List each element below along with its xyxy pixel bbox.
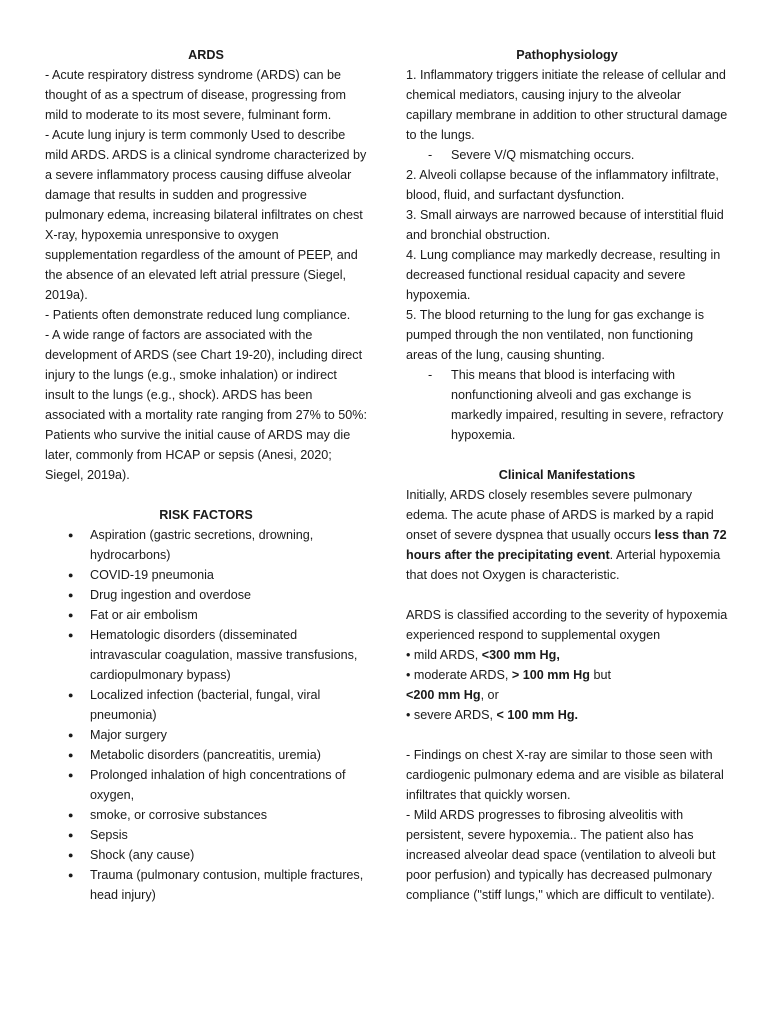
findings-paragraph-1: - Findings on chest X-ray are similar to those seen with cardiogenic pulmonary edema and are visible as bilateral infiltrates that quickly worsen. xyxy=(406,748,724,802)
moderate-connector: but xyxy=(589,668,611,682)
risk-factors-list xyxy=(45,525,367,905)
spacer xyxy=(406,445,728,465)
list-item: ● smoke, or corrosive substances xyxy=(45,805,367,825)
ards-paragraph-4: - A wide range of factors are associated with the development of ARDS (see Chart 19-20), including direct injury to the lungs (e.g., smoke inhalation) or indirect insult to the lungs (e.g., shock). ARDS has been associated with a mortality rate ranging from 27% to 50%: Patients who survive the initial cause of ARDS may die later, commonly from HCAP or sepsis (Anesi, 2020; Siegel, 2019a). xyxy=(45,328,367,482)
patho-step-3: 3. Small airways are narrowed because of interstitial fluid and bronchial obstruction. xyxy=(406,208,724,242)
classification-severe xyxy=(406,705,728,725)
moderate-label: • moderate ARDS, xyxy=(406,668,512,682)
clinical-intro-text: Initially, ARDS closely resembles severe pulmonary edema. The acute phase of ARDS is marked by a rapid onset of severe dyspnea that usually occurs xyxy=(406,488,714,542)
list-item: ● Trauma (pulmonary contusion, multiple fractures, head injury) xyxy=(45,865,367,905)
list-item: ● Drug ingestion and overdose xyxy=(45,585,367,605)
ards-paragraph-3: - Patients often demonstrate reduced lung compliance. xyxy=(45,308,351,322)
patho-step-1-sublist xyxy=(406,145,728,165)
list-item: - Severe V/Q mismatching occurs. xyxy=(406,145,728,165)
ards-heading: ARDS xyxy=(188,48,224,62)
list-item: ● Hematologic disorders (disseminated intravascular coagulation, massive transfusions, cardiopulmonary bypass) xyxy=(45,625,367,685)
list-item: ● Fat or air embolism xyxy=(45,605,367,625)
mild-value: <300 mm Hg, xyxy=(481,648,560,662)
moderate-value-low: > 100 mm Hg xyxy=(511,668,590,682)
patho-step-5-sublist xyxy=(406,365,728,445)
spacer xyxy=(45,485,367,505)
list-item: ● Major surgery xyxy=(45,725,367,745)
list-item: - This means that blood is interfacing with nonfunctioning alveoli and gas exchange is markedly impaired, resulting in severe, refractory hypoxemia. xyxy=(406,365,728,445)
patho-step-4: 4. Lung compliance may markedly decrease, resulting in decreased functional residual capacity and severe hypoxemia. xyxy=(406,248,721,302)
list-item: ● COVID-19 pneumonia xyxy=(45,565,367,585)
findings-paragraph-2: - Mild ARDS progresses to fibrosing alveolitis with persistent, severe hypoxemia.. The patient also has increased alveolar dead space (ventilation to alveoli but poor perfusion) and typically has decreased pulmonary compliance ("stiff lungs," which are difficult to ventilate). xyxy=(406,808,716,902)
ards-paragraph-2: - Acute lung injury is term commonly Used to describe mild ARDS. ARDS is a clinical syndrome characterized by a severe inflammatory process causing diffuse alveolar damage that results in sudden and progressive pulmonary edema, increasing bilateral infiltrates on chest X-ray, hypoxemia unresponsive to oxygen supplementation regardless of the amount of PEEP, and the absence of an elevated left atrial pressure (Siegel, 2019a). xyxy=(45,128,367,302)
spacer xyxy=(406,585,728,605)
severe-label: • severe ARDS, xyxy=(406,708,497,722)
moderate-value-high: <200 mm Hg xyxy=(406,688,481,702)
clinical-manifestations-heading: Clinical Manifestations xyxy=(498,468,636,482)
pathophysiology-heading: Pathophysiology xyxy=(516,48,618,62)
list-item: ● Metabolic disorders (pancreatitis, uremia) xyxy=(45,745,367,765)
patho-step-2: 2. Alveoli collapse because of the inflammatory infiltrate, blood, fluid, and surfactant dysfunction. xyxy=(406,168,719,202)
clinical-intro-text-end: . Arterial hypoxemia that does not Oxygen is characteristic. xyxy=(406,548,721,582)
clinical-intro xyxy=(406,485,728,585)
left-column xyxy=(45,45,367,905)
ards-paragraph-1: - Acute respiratory distress syndrome (ARDS) can be thought of as a spectrum of disease, progressing from mild to moderate to its most severe, fulminant form. xyxy=(45,68,347,122)
list-item: ● Shock (any cause) xyxy=(45,845,367,865)
classification-intro: ARDS is classified according to the severity of hypoxemia experienced respond to supplemental oxygen xyxy=(406,608,728,642)
list-item: ● Aspiration (gastric secretions, drowning, hydrocarbons) xyxy=(45,525,367,565)
right-column xyxy=(406,45,728,905)
moderate-suffix: , or xyxy=(480,688,499,702)
clinical-intro-emphasis: less than 72 hours after the precipitating event xyxy=(406,528,727,562)
severe-value: < 100 mm Hg. xyxy=(496,708,579,722)
list-item: ● Localized infection (bacterial, fungal, viral pneumonia) xyxy=(45,685,367,725)
list-item: ● Sepsis xyxy=(45,825,367,845)
patho-step-5: 5. The blood returning to the lung for gas exchange is pumped through the non ventilated, non functioning areas of the lung, causing shunting. xyxy=(406,308,705,362)
mild-label: • mild ARDS, xyxy=(406,648,482,662)
spacer xyxy=(406,725,728,745)
risk-factors-heading: RISK FACTORS xyxy=(159,508,253,522)
classification-mild xyxy=(406,645,728,665)
patho-step-1: 1. Inflammatory triggers initiate the release of cellular and chemical mediators, causing injury to the alveolar capillary membrane in addition to other structural damage to the lungs. xyxy=(406,68,728,142)
list-item: ● Prolonged inhalation of high concentrations of oxygen, xyxy=(45,765,367,805)
classification-moderate xyxy=(406,665,728,705)
